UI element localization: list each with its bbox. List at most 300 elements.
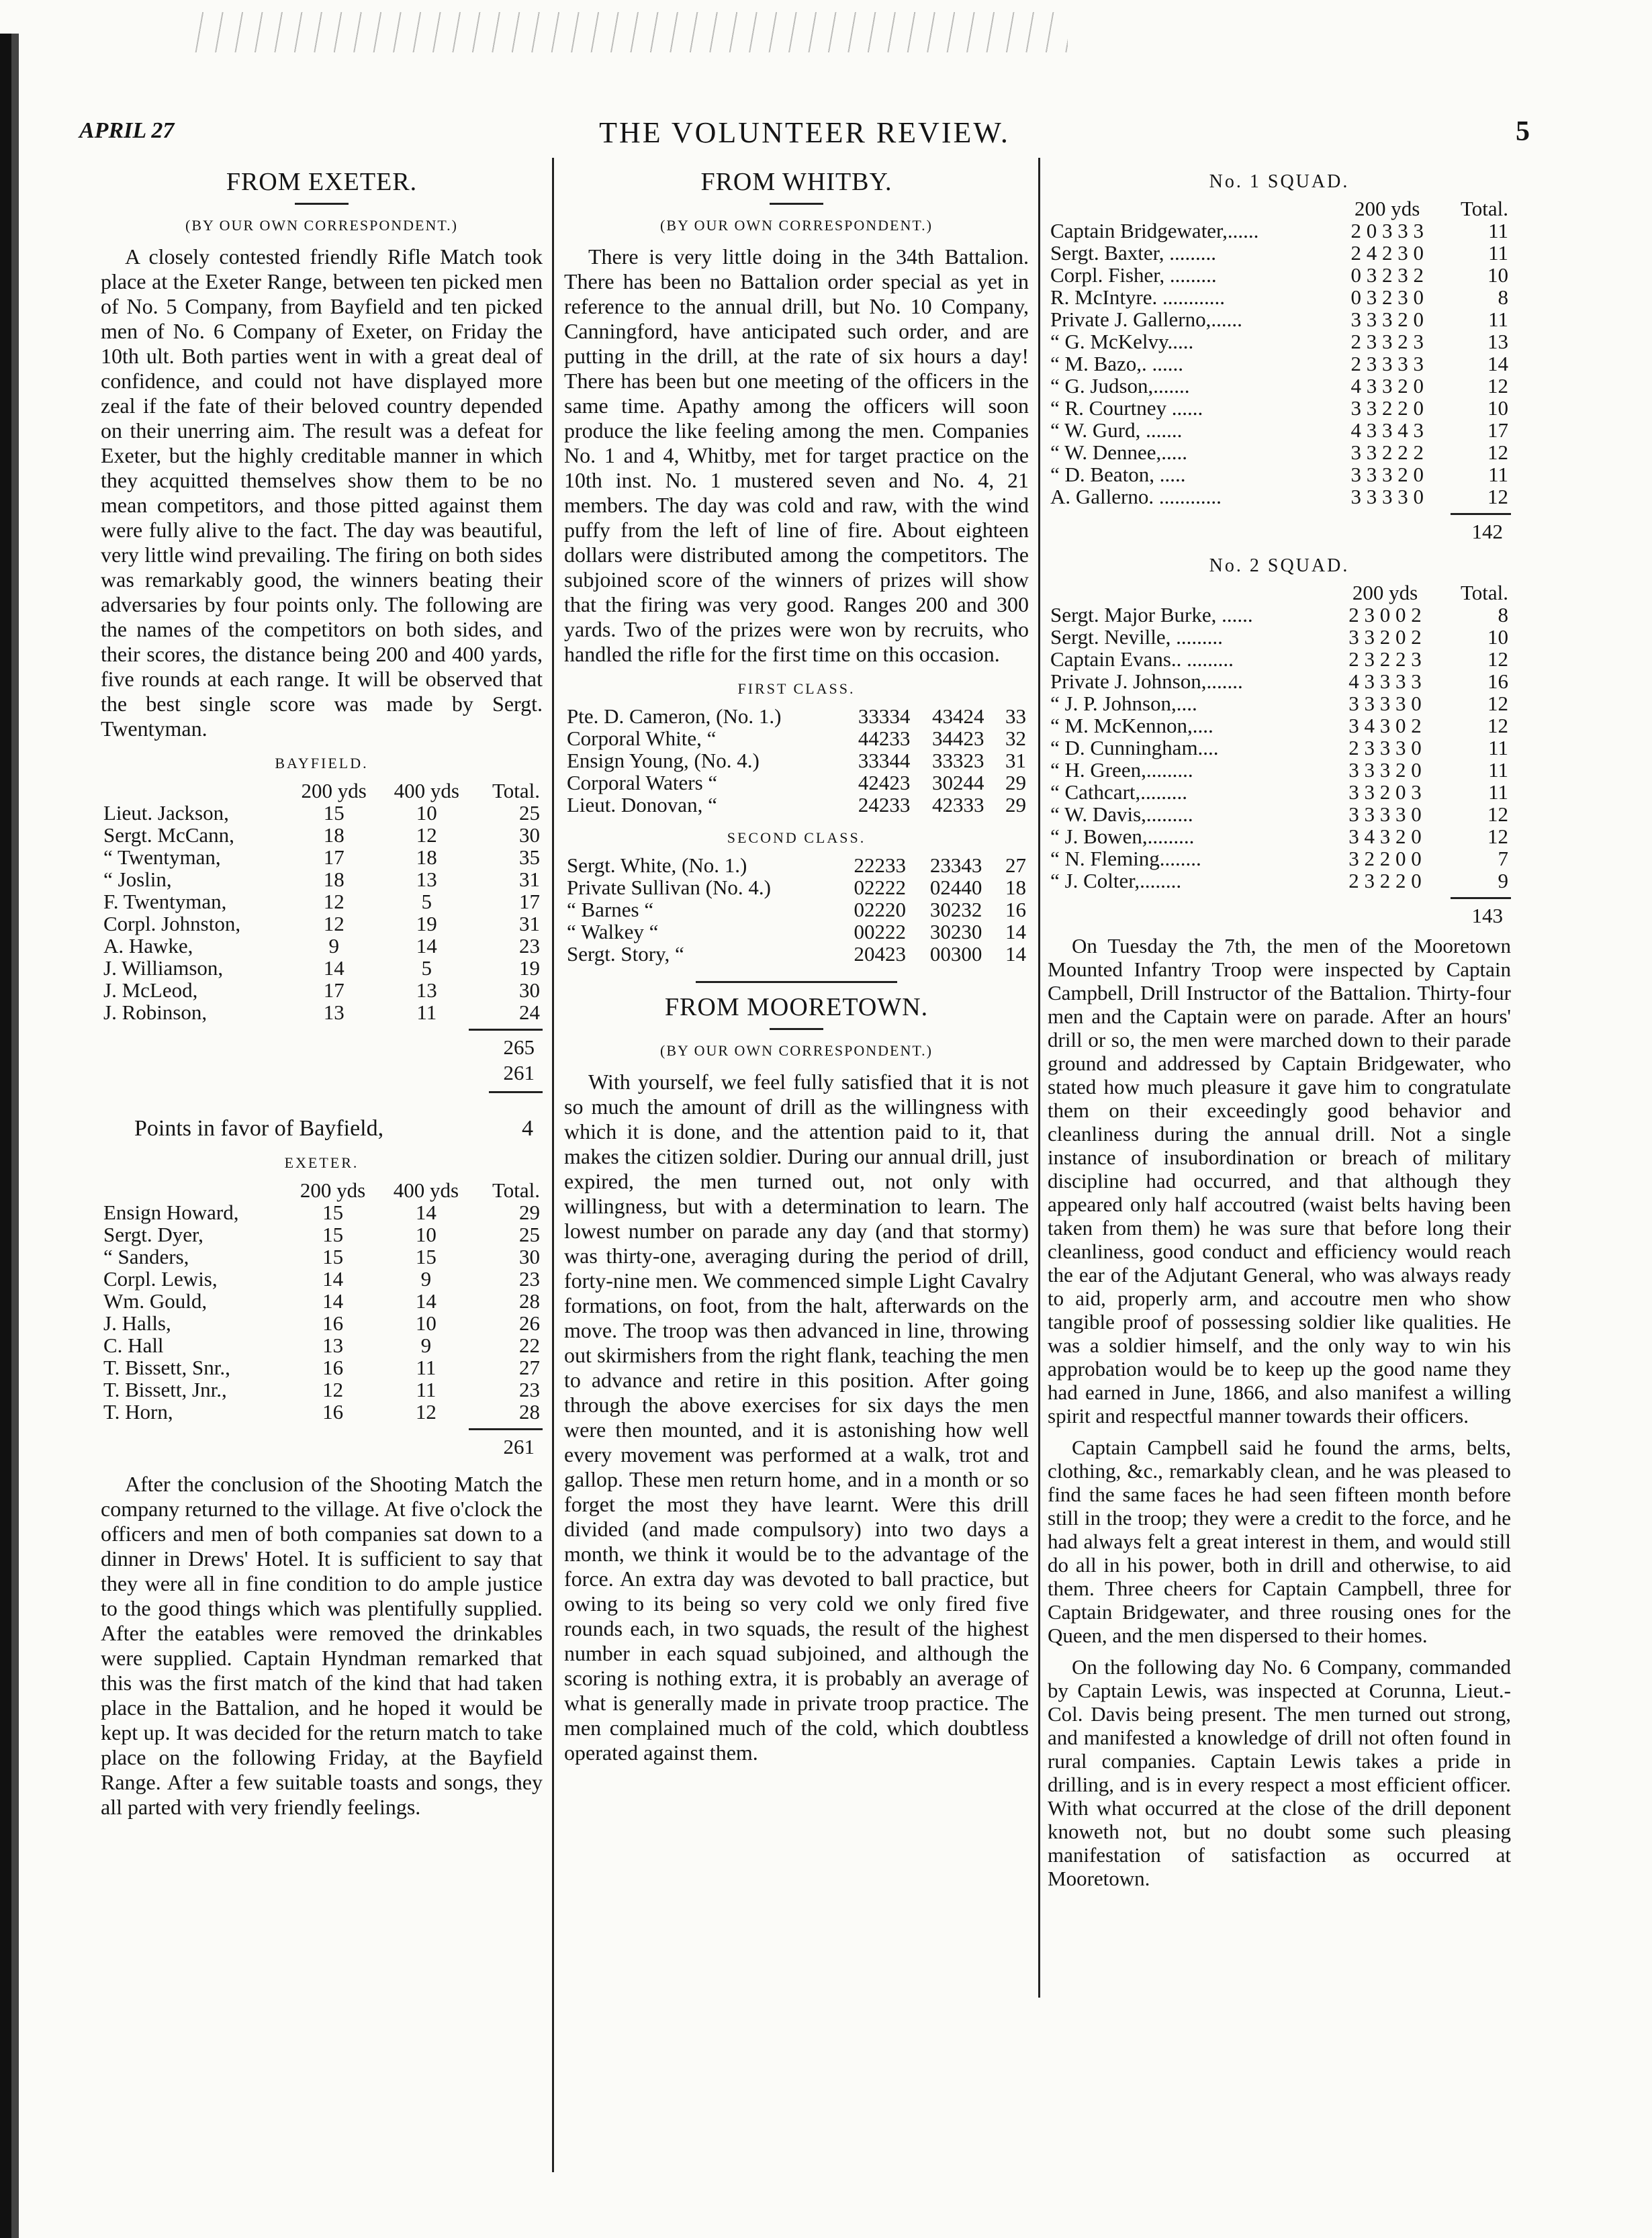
score-cell: 10	[1487, 263, 1508, 287]
score-cell: 28	[519, 1400, 540, 1424]
score-row	[101, 1223, 543, 1246]
mooretown-cont-p1: On Tuesday the 7th, the men of the Mooretown Mounted Infantry Troop were inspected by Captain Campbell, Drill Instructor of the Battalion. Thirty-four men and the Captain were on parade. After an hours' drill or so, the men were marched down to their parade ground and addressed by Captain Bridgewater, who stated how much pleasure it gave him to congratulate them on their exceedingly good behavior and cleanliness during the annual drill. Not a single instance of insubordination or breach of military discipline had occurred, and that although they appeared only half accoutred (waist belts having been taken from them) he was sure that before long their cleanliness, good conduct and efficiency would reach the ear of the Adjutant General, who was always ready to aid, properly arm, and accoutre men who show tangible proof of possessing soldier like qualities. He was a soldier himself, and the only way to win his approbation would be to keep up the good name they had earned in June, 1866, and also manifest a willing spirit and respectful manner towards their officers.	[1048, 934, 1511, 1428]
exeter-header-row	[101, 1179, 543, 1201]
score-row	[1048, 803, 1511, 825]
score-row	[101, 1268, 543, 1290]
score-cell: 10	[1487, 625, 1508, 649]
score-cell: 12	[1487, 374, 1508, 398]
score-cell: 11	[1488, 241, 1508, 265]
competitor-name: Wm. Gould,	[103, 1289, 208, 1313]
score-cell: 11	[1488, 758, 1508, 782]
competitor-name: “ H. Green,.........	[1050, 758, 1193, 782]
score-cell: 33	[1005, 704, 1026, 728]
score-cell: 42423	[858, 771, 911, 794]
total-rule	[489, 1091, 543, 1093]
score-cell: 4 3 3 2 0	[1350, 374, 1424, 398]
score-cell: 0 3 2 3 0	[1350, 285, 1424, 309]
squad1-label: No. 1 SQUAD.	[1209, 171, 1350, 192]
score-cell: 3 3 3 3 0	[1348, 802, 1422, 826]
competitor-name: Lieut. Jackson,	[103, 801, 229, 825]
competitor-name: T. Horn,	[103, 1400, 173, 1424]
score-cell: 9	[1498, 869, 1508, 892]
score-cell: 11	[1488, 219, 1508, 242]
score-cell: 0 3 2 3 2	[1350, 263, 1424, 287]
competitor-name: Sergt. Baxter, .........	[1050, 241, 1217, 265]
score-cell: 13	[416, 978, 437, 1002]
score-cell: 32	[1005, 727, 1026, 750]
issue-date: APRIL 27	[79, 118, 175, 143]
score-row	[1048, 264, 1511, 286]
score-cell: 13	[323, 1000, 345, 1024]
score-cell: 23	[519, 1378, 540, 1401]
exeter-intro: A closely contested friendly Rifle Match took place at the Exeter Range, between ten picked men of No. 5 Company, from Bayfield and ten picked men of No. 6 Company of Exeter, on Friday the 10th ult. Both parties went in with a great deal of confidence, and could not have displayed more zeal if the fate of their beloved country depended on their unerring aim. The result was a defeat for Exeter, but the highly creditable manner in which they acquitted themselves show them to be no mean competitors, and those pitted against them were fully alive to the fact. The day was beautiful, very little wind prevailing. The firing on both sides was remarkably good, the winners beating their adversaries by four points only. The following are the names of the competitors on both sides, and their scores, the distance being 200 and 400 yards, five rounds at each range. It will be observed that the best single score was made by Sergt. Twentyman.	[101, 244, 543, 741]
score-row	[564, 727, 1029, 749]
score-cell: 12	[1487, 825, 1508, 848]
score-cell: 16	[322, 1400, 344, 1424]
score-cell: 13	[1487, 330, 1508, 353]
score-row	[101, 1312, 543, 1334]
score-cell: 02222	[854, 876, 906, 899]
col-header	[101, 780, 287, 802]
score-cell: 31	[519, 912, 540, 935]
column-rule-2	[1038, 158, 1040, 1998]
column-rule-1	[552, 158, 554, 2172]
competitor-name: J. Williamson,	[103, 956, 224, 980]
score-cell: 11	[1488, 308, 1508, 331]
competitor-name: “ Walkey “	[567, 920, 659, 943]
score-cell: 18	[323, 868, 345, 891]
page-number: 5	[1516, 116, 1530, 147]
score-cell: 2 3 3 3 3	[1350, 352, 1424, 375]
score-row	[101, 1201, 543, 1223]
score-cell: 30244	[931, 771, 984, 794]
total-rule	[1451, 897, 1511, 899]
whitby-heading: FROM WHITBY.	[700, 168, 892, 196]
page-header	[79, 113, 1530, 153]
competitor-name: C. Hall	[103, 1334, 164, 1357]
score-row	[1048, 847, 1511, 870]
score-cell: 3 3 3 3 0	[1350, 485, 1424, 508]
score-cell: 15	[322, 1245, 344, 1268]
score-row	[101, 890, 543, 913]
mooretown-cont-p2: Captain Campbell said he found the arms, belts, clothing, &c., remarkably clean, and he was pleased to find the same faces he had seen fifteen month before still in the troop; they were a credit to the force, and he had always felt a great interest in them, and would still do all in his power, both in drill and otherwise, to aid them. Three cheers for Captain Campbell, three for Captain Bridgewater, and three rousing ones for the Queen, and the men dispersed to their homes.	[1048, 1436, 1511, 1647]
score-cell: 14	[322, 1289, 344, 1313]
competitor-name: T. Bissett, Jnr.,	[103, 1378, 227, 1401]
score-cell: 13	[322, 1334, 344, 1357]
score-cell: 9	[420, 1267, 432, 1291]
score-cell: 12	[323, 890, 345, 913]
score-row	[101, 1246, 543, 1268]
col-header: 400 yds	[394, 779, 459, 802]
points-value: 4	[522, 1116, 533, 1141]
competitor-name: “ M. McKennon,....	[1050, 714, 1213, 737]
score-cell: 43424	[931, 704, 984, 728]
col-header: Total.	[492, 779, 540, 802]
exeter-team-total: 261	[503, 1435, 535, 1458]
col-header: 200 yds	[1355, 197, 1420, 220]
exeter-byline: (BY OUR OWN CORRESPONDENT.)	[101, 203, 543, 238]
score-cell: 12	[1487, 440, 1508, 464]
score-cell: 02220	[854, 898, 906, 921]
score-cell: 17	[1487, 418, 1508, 442]
second-class-label: SECOND CLASS.	[727, 829, 866, 846]
score-cell: 12	[323, 912, 345, 935]
score-row	[1048, 604, 1511, 626]
col-header: Total.	[1460, 197, 1508, 220]
squad2-rows	[1048, 604, 1511, 892]
score-row	[564, 794, 1029, 816]
score-cell: 00222	[854, 920, 906, 943]
competitor-name: “ G. Judson,.......	[1050, 374, 1190, 398]
score-cell: 16	[1005, 898, 1026, 921]
col-header: Total.	[492, 1178, 540, 1202]
score-cell: 3 3 2 0 2	[1348, 625, 1422, 649]
score-cell: 12	[1487, 485, 1508, 508]
score-cell: 26	[519, 1311, 540, 1335]
score-cell: 29	[519, 1201, 540, 1224]
score-cell: 31	[1005, 749, 1026, 772]
squad1-rows	[1048, 220, 1511, 508]
score-cell: 2 4 2 3 0	[1350, 241, 1424, 265]
exeter-outro: After the conclusion of the Shooting Match the company returned to the village. At five o'clock the officers and men of both companies sat down to a dinner in Drews' Hotel. It is sufficient to say that they were all in fine condition to do ample justice to the good things which was plentifully supplied. After the eatables were removed the drinkables were supplied. Captain Hyndman remarked that this was the first match of the kind that had taken place in the Battalion, and he hoped it would be kept up. It was decided for the return match to take place on the following Friday, at the Bayfield Range. After a few suitable toasts and songs, they all parted with very friendly feelings.	[101, 1472, 543, 1819]
competitor-name: Corporal Waters “	[567, 771, 718, 794]
total-rule	[469, 1428, 543, 1430]
exeter-team-label: EXETER.	[284, 1154, 359, 1171]
score-cell: 23	[519, 1267, 540, 1291]
score-cell: 12	[1487, 647, 1508, 671]
score-cell: 30230	[929, 920, 982, 943]
score-cell: 19	[416, 912, 437, 935]
score-row	[1048, 308, 1511, 330]
score-cell: 15	[323, 801, 345, 825]
second-class-rows	[564, 854, 1029, 965]
score-cell: 3 2 2 0 0	[1348, 847, 1422, 870]
mooretown-body: With yourself, we feel fully satisfied that it is not so much the amount of drill as the willingness with which it is done, and the attention paid to it, that makes the citizen soldier. During our annual drill, just expired, the men turned out, not only with willingness, but with a determination to learn. The lowest number on parade any day (and that stormy) was thirty-one, averaging during the period of drill, forty-nine men. We commenced simple Light Cavalry formations, on foot, from the halt, afterwards on the move. The troop was then advanced in line, throwing out skirmishers from the right flank, teaching the men to advance and retire in this position. After going through the above exercises for six days the men were then mounted, and it is astonishing how well every movement was performed at a walk, trot and gallop. These men return home, and in a month or so forget the most they have learnt. Were this drill divided (and made compulsory) into two days a month, we think it would be to the advantage of the force. An extra day was devoted to ball practice, but owing to its being so very cold we only fired five rounds each, in two squads, the result of the highest number in each squad subjoined, and although the scoring is nothing extra, it is probably an average of what is generally made in private troop practice. The men complained much of the cold, which doubtless operated against them.	[564, 1070, 1029, 1765]
column-exeter	[101, 165, 543, 1828]
competitor-name: J. Halls,	[103, 1311, 171, 1335]
score-cell: 5	[421, 890, 432, 913]
score-cell: 29	[1005, 793, 1026, 817]
score-cell: 11	[416, 1356, 437, 1379]
competitor-name: “ W. Dennee,.....	[1050, 440, 1188, 464]
score-row	[1048, 353, 1511, 375]
score-cell: 33334	[858, 704, 911, 728]
score-cell: 14	[1005, 920, 1026, 943]
competitor-name: “ Joslin,	[103, 868, 172, 891]
total-rule	[1451, 513, 1511, 515]
score-row	[1048, 375, 1511, 397]
score-row	[564, 705, 1029, 727]
score-row	[564, 772, 1029, 794]
whitby-byline: (BY OUR OWN CORRESPONDENT.)	[564, 203, 1029, 238]
bayfield-rows	[101, 802, 543, 1023]
score-cell: 4 3 3 4 3	[1350, 418, 1424, 442]
competitor-name: “ J. P. Johnson,....	[1050, 692, 1197, 715]
score-cell: 12	[1487, 692, 1508, 715]
competitor-name: “ J. Bowen,.........	[1050, 825, 1195, 848]
score-cell: 35	[519, 845, 540, 869]
score-cell: 14	[415, 1289, 437, 1313]
score-row	[101, 1356, 543, 1379]
competitor-name: “ Cathcart,.........	[1050, 780, 1188, 804]
score-cell: 12	[1487, 714, 1508, 737]
competitor-name: Corpl. Johnston,	[103, 912, 241, 935]
score-row	[101, 1290, 543, 1312]
score-cell: 24	[519, 1000, 540, 1024]
competitor-name: Ensign Howard,	[103, 1201, 239, 1224]
competitor-name: Pte. D. Cameron, (No. 1.)	[567, 704, 782, 728]
score-cell: 16	[322, 1311, 344, 1335]
first-class-rows	[564, 705, 1029, 816]
score-cell: 30	[519, 978, 540, 1002]
score-cell: 11	[1488, 780, 1508, 804]
col-header	[101, 1179, 286, 1201]
score-cell: 13	[416, 868, 437, 891]
column-squads	[1048, 165, 1511, 1898]
score-cell: 3 3 3 3 0	[1348, 692, 1422, 715]
score-row	[1048, 242, 1511, 264]
score-cell: 33323	[931, 749, 984, 772]
score-cell: 27	[1005, 853, 1026, 877]
score-cell: 2 3 3 3 0	[1348, 736, 1422, 759]
competitor-name: Lieut. Donovan, “	[567, 793, 717, 817]
score-row	[1048, 825, 1511, 847]
score-cell: 11	[1488, 463, 1508, 486]
competitor-name: “ D. Cunningham....	[1050, 736, 1219, 759]
competitor-name: R. McIntyre. ............	[1050, 285, 1226, 309]
score-cell: 00300	[929, 942, 982, 966]
score-row	[564, 898, 1029, 921]
score-cell: 4 3 3 3 3	[1348, 669, 1422, 693]
score-cell: 18	[1005, 876, 1026, 899]
mooretown-heading: FROM MOORETOWN.	[664, 993, 929, 1021]
score-cell: 14	[323, 956, 345, 980]
score-row	[1048, 463, 1511, 485]
squad2-table	[1048, 581, 1511, 892]
points-in-favor	[134, 1116, 543, 1141]
score-row	[101, 1001, 543, 1023]
competitor-name: Private Sullivan (No. 4.)	[567, 876, 771, 899]
competitor-name: “ W. Gurd, .......	[1050, 418, 1183, 442]
score-cell: 10	[415, 1311, 437, 1335]
score-row	[101, 846, 543, 868]
first-class-table	[564, 705, 1029, 816]
bayfield-header-row	[101, 780, 543, 802]
score-cell: 22233	[854, 853, 906, 877]
competitor-name: “ D. Beaton, .....	[1050, 463, 1186, 486]
score-row	[1048, 485, 1511, 508]
score-cell: 3 3 2 2 0	[1350, 396, 1424, 420]
score-row	[101, 935, 543, 957]
squad2-header-row	[1048, 581, 1511, 604]
print-specks	[195, 12, 1068, 52]
score-row	[101, 1334, 543, 1356]
bayfield-score-table	[101, 780, 543, 1023]
score-cell: 10	[416, 801, 437, 825]
points-label: Points in favor of Bayfield,	[134, 1116, 384, 1141]
score-row	[1048, 419, 1511, 441]
exeter-score-table	[101, 1179, 543, 1423]
score-cell: 16	[322, 1356, 344, 1379]
score-cell: 02440	[929, 876, 982, 899]
score-cell: 29	[1005, 771, 1026, 794]
col-header: 200 yds	[300, 1178, 366, 1202]
score-row	[1048, 692, 1511, 714]
score-row	[1048, 220, 1511, 242]
score-cell: 2 0 3 3 3	[1350, 219, 1424, 242]
score-cell: 15	[322, 1201, 344, 1224]
competitor-name: J. McLeod,	[103, 978, 198, 1002]
competitor-name: “ R. Courtney ......	[1050, 396, 1203, 420]
score-cell: 25	[519, 801, 540, 825]
score-cell: 8	[1498, 603, 1508, 626]
score-row	[1048, 330, 1511, 353]
score-row	[564, 749, 1029, 772]
score-cell: 14	[415, 1201, 437, 1224]
competitor-name: Sergt. Major Burke, ......	[1050, 603, 1253, 626]
competitor-name: J. Robinson,	[103, 1000, 208, 1024]
score-cell: 3 3 3 2 0	[1350, 308, 1424, 331]
score-cell: 11	[416, 1378, 437, 1401]
column-whitby	[564, 165, 1029, 1773]
score-cell: 30232	[929, 898, 982, 921]
score-cell: 30	[519, 1245, 540, 1268]
mooretown-cont-p3: On the following day No. 6 Company, commanded by Captain Lewis, was inspected at Corunna, Lieut.-Col. Davis being present. The men turned out strong, and manifested a knowledge of drill not often found in rural companies. Captain Lewis takes a pride in drilling, and is in every respect a most efficient officer. With what occurred at the close of the drill deponent knoweth not, but no doubt some such pleasing manifestation of satisfaction as occurred at Mooretown.	[1048, 1655, 1511, 1890]
publication-title: THE VOLUNTEER REVIEW.	[599, 116, 1010, 149]
competitor-name: T. Bissett, Snr.,	[103, 1356, 230, 1379]
score-row	[101, 957, 543, 979]
score-row	[1048, 737, 1511, 759]
score-cell: 28	[519, 1289, 540, 1313]
score-row	[1048, 870, 1511, 892]
score-cell: 2 3 2 2 3	[1348, 647, 1422, 671]
score-cell: 14	[1487, 352, 1508, 375]
score-cell: 15	[415, 1245, 437, 1268]
score-row	[101, 979, 543, 1001]
score-cell: 12	[416, 823, 437, 847]
score-cell: 44233	[858, 727, 911, 750]
score-cell: 17	[519, 890, 540, 913]
score-cell: 18	[416, 845, 437, 869]
competitor-name: Captain Evans.. .........	[1050, 647, 1234, 671]
col-header: Total.	[1460, 581, 1508, 604]
squad1-header-row	[1048, 197, 1511, 220]
score-cell: 3 4 3 0 2	[1348, 714, 1422, 737]
squad2-total: 143	[1471, 904, 1503, 927]
competitor-name: “ N. Fleming........	[1050, 847, 1201, 870]
score-cell: 3 3 2 0 3	[1348, 780, 1422, 804]
score-cell: 7	[1498, 847, 1508, 870]
competitor-name: “ Sanders,	[103, 1245, 189, 1268]
score-cell: 18	[323, 823, 345, 847]
score-row	[1048, 781, 1511, 803]
score-cell: 15	[322, 1223, 344, 1246]
score-cell: 20423	[854, 942, 906, 966]
score-cell: 12	[322, 1378, 344, 1401]
first-class-label: FIRST CLASS.	[737, 680, 856, 697]
score-cell: 31	[519, 868, 540, 891]
score-row	[1048, 714, 1511, 737]
competitor-name: “ Barnes “	[567, 898, 654, 921]
article-separator	[696, 981, 897, 983]
competitor-name: Captain Bridgewater,......	[1050, 219, 1259, 242]
score-cell: 12	[1487, 802, 1508, 826]
score-cell: 8	[1498, 285, 1508, 309]
score-cell: 27	[519, 1356, 540, 1379]
exeter-heading: FROM EXETER.	[226, 168, 418, 196]
whitby-intro: There is very little doing in the 34th Battalion. There has been no Battalion order special as yet in reference to the annual drill, but No. 10 Company, Canningford, have anticipated such order, and are putting in the drill, at the rate of six hours a day! There has been but one meeting of the officers in the same time. Apathy among the officers will soon produce the like feeling among the men. Companies No. 1 and 4, Whitby, met for target practice on the 10th inst. No. 1 mustered seven and No. 4, 21 members. The day was cold and raw, with the wind puffy from the left of line of fire. About eighteen dollars were distributed among the competitors. The subjoined score of the winners of prizes will show that the firing was very good. Ranges 200 and 300 yards. Two of the prizes were won by recruits, who handled the rifle for the first time on this occasion.	[564, 244, 1029, 666]
score-row	[101, 1379, 543, 1401]
competitor-name: F. Twentyman,	[103, 890, 227, 913]
score-cell: 17	[323, 845, 345, 869]
score-cell: 11	[1488, 736, 1508, 759]
col-header	[1048, 197, 1334, 220]
exeter-rows	[101, 1201, 543, 1423]
score-row	[564, 854, 1029, 876]
score-cell: 23	[519, 934, 540, 958]
score-row	[564, 921, 1029, 943]
score-row	[1048, 648, 1511, 670]
score-row	[1048, 759, 1511, 781]
competitor-name: Sergt. Story, “	[567, 942, 684, 966]
score-cell: 9	[420, 1334, 432, 1357]
competitor-name: “ W. Davis,.........	[1050, 802, 1193, 826]
bayfield-label: BAYFIELD.	[275, 755, 369, 772]
competitor-name: Sergt. White, (No. 1.)	[567, 853, 747, 877]
score-cell: 3 3 3 2 0	[1348, 758, 1422, 782]
competitor-name: Private J. Johnson,.......	[1050, 669, 1243, 693]
score-cell: 10	[1487, 396, 1508, 420]
score-cell: 10	[415, 1223, 437, 1246]
score-row	[1048, 626, 1511, 648]
score-row	[101, 868, 543, 890]
score-row	[1048, 670, 1511, 692]
score-cell: 2 3 0 0 2	[1348, 603, 1422, 626]
competitor-name: Corpl. Fisher, .........	[1050, 263, 1217, 287]
score-cell: 16	[1487, 669, 1508, 693]
competitor-name: “ G. McKelvy.....	[1050, 330, 1194, 353]
squad2-label: No. 2 SQUAD.	[1209, 555, 1350, 576]
score-cell: 5	[421, 956, 432, 980]
score-cell: 3 3 3 2 0	[1350, 463, 1424, 486]
score-row	[101, 802, 543, 824]
score-cell: 14	[322, 1267, 344, 1291]
score-cell: 2 3 3 2 3	[1350, 330, 1424, 353]
score-row	[101, 1401, 543, 1423]
competitor-name: “ M. Bazo,. ......	[1050, 352, 1184, 375]
col-header: 200 yds	[1352, 581, 1418, 604]
score-cell: 22	[519, 1334, 540, 1357]
squad1-table	[1048, 197, 1511, 508]
score-cell: 2 3 2 2 0	[1348, 869, 1422, 892]
score-row	[1048, 441, 1511, 463]
score-cell: 3 3 2 2 2	[1350, 440, 1424, 464]
competitor-name: “ J. Colter,........	[1050, 869, 1182, 892]
competitor-name: A. Gallerno. ............	[1050, 485, 1222, 508]
score-row	[564, 876, 1029, 898]
score-cell: 23343	[929, 853, 982, 877]
score-cell: 30	[519, 823, 540, 847]
competitor-name: Ensign Young, (No. 4.)	[567, 749, 760, 772]
score-cell: 19	[519, 956, 540, 980]
bayfield-total: 265	[503, 1035, 535, 1059]
squad1-total: 142	[1471, 520, 1503, 543]
score-row	[1048, 286, 1511, 308]
exeter-total-carried: 261	[503, 1061, 535, 1084]
competitor-name: “ Twentyman,	[103, 845, 221, 869]
score-cell: 34423	[931, 727, 984, 750]
competitor-name: A. Hawke,	[103, 934, 193, 958]
